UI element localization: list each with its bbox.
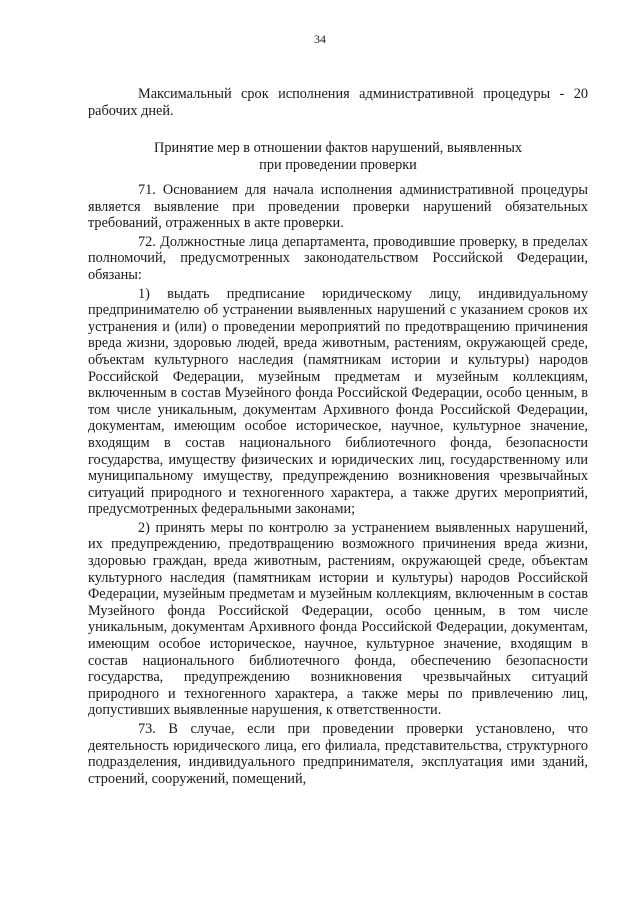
paragraph-72: 72. Должностные лица департамента, проводившие проверку, в пределах полномочий, предусмотренных законодательством Российской Федерации, обязаны: bbox=[88, 233, 588, 283]
paragraph-73: 73. В случае, если при проведении проверки установлено, что деятельность юридического лица, его филиала, представительства, структурного подразделения, индивидуального предпринимателя, эксплуатация ими зданий, строений, сооружений, помещений, bbox=[88, 721, 588, 787]
intro-text: Максимальный срок исполнения административной процедуры - 20 рабочих дней. bbox=[88, 86, 588, 119]
page-number: 34 bbox=[314, 32, 326, 46]
heading-line-1: Принятие мер в отношении фактов нарушений, выявленных bbox=[154, 140, 522, 156]
intro-paragraph bbox=[88, 86, 588, 119]
paragraph-71: 71. Основанием для начала исполнения административной процедуры является выявление при проведении проверки нарушений обязательных требований, отраженных в акте проверки. bbox=[88, 182, 588, 232]
heading-line-2: при проведении проверки bbox=[259, 157, 417, 173]
body-text bbox=[88, 182, 588, 789]
section-heading bbox=[88, 140, 588, 174]
subitem-1: 1) выдать предписание юридическому лицу, индивидуальному предпринимателю об устранении выявленных нарушений с указанием сроков их устранения и (или) о проведении мероприятий по предотвращению причинения вреда жизни, здоровью людей, вреда животным, растениям, окружающей среде, объектам культурного наследия (памятникам истории и культуры) народов Российской Федерации, музейным предметам и музейным коллекциям, включенным в состав Музейного фонда Российской Федерации, особо ценным, в том числе уникальным, документам Архивного фонда Российской Федерации, документам, имеющим особое историческое, научное, культурное значение, входящим в состав национального библиотечного фонда, безопасности государства, имуществу физических и юридических лиц, государственному или муниципальному имуществу, предупреждению возникновения чрезвычайных ситуаций природного и техногенного характера, а также других мероприятий, предусмотренных федеральными законами; bbox=[88, 285, 588, 518]
subitem-2: 2) принять меры по контролю за устранением выявленных нарушений, их предупреждению, предотвращению возможного причинения вреда жизни, здоровью граждан, вреда животным, растениям, окружающей среде, объектам культурного наследия (памятникам истории и культуры) народов Российской Федерации, музейным предметам и музейным коллекциям, включенным в состав Музейного фонда Российской Федерации, особо ценным, в том числе уникальным, документам Архивного фонда Российской Федерации, документам, имеющим особое историческое, научное, культурное значение, входящим в состав национального библиотечного фонда, обеспечению безопасности государства, предупреждению возникновения чрезвычайных ситуаций природного и техногенного характера, а также меры по привлечению лиц, допустивших выявленные нарушения, к ответственности. bbox=[88, 519, 588, 719]
